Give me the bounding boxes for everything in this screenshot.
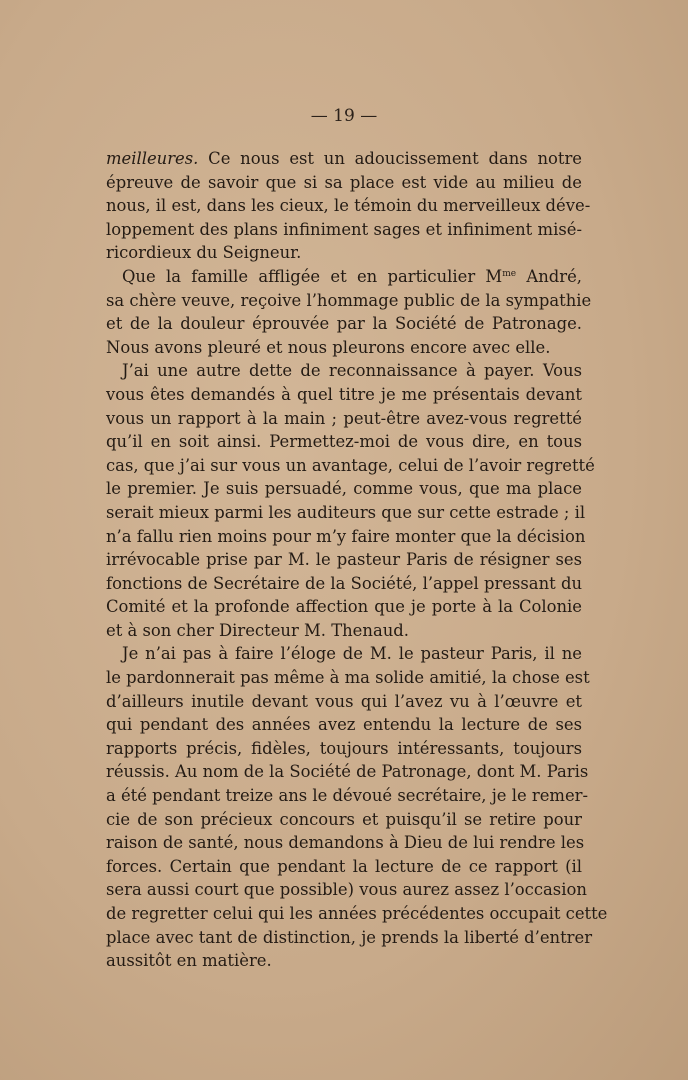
line-text: irrévocable prise par M. le pasteur Paris de résigner ses	[106, 550, 582, 570]
line-text: et à son cher Directeur M. Thenaud.	[106, 620, 409, 640]
line-text: a été pendant treize ans le dévoué secrétaire, je le remer-	[106, 786, 589, 806]
text-line	[106, 407, 582, 431]
line-text: le premier. Je suis persuadé, comme vous, que ma place	[106, 479, 582, 499]
text-line	[106, 760, 589, 784]
text-line	[106, 336, 582, 360]
line-text: fonctions de Secrétaire de la Société, l’appel pressant du	[106, 573, 582, 593]
line-text: le pardonnerait pas même à ma solide amitié, la chose est	[106, 668, 590, 688]
line-text: vous un rapport à la main ; peut-être avez-vous regretté	[106, 408, 582, 428]
line-text: J’ai une autre dette de reconnaissance à payer. Vous	[122, 361, 582, 381]
text-line	[106, 525, 586, 549]
line-text: Comité et la profonde affection que je porte à la Colonie	[106, 597, 582, 617]
text-line	[106, 430, 582, 454]
text-line	[106, 218, 582, 242]
text-line	[106, 784, 589, 808]
line-text: loppement des plans infiniment sages et infiniment misé-	[106, 219, 582, 239]
line-text: n’a fallu rien moins pour m’y faire monter que la décision	[106, 526, 586, 546]
text-line	[106, 855, 582, 879]
text-line	[106, 359, 582, 383]
text-line	[106, 902, 608, 926]
text-line	[106, 477, 582, 501]
text-line	[106, 548, 582, 572]
text-line	[106, 642, 582, 666]
line-text: serait mieux parmi les auditeurs que sur cette estrade ; il	[106, 502, 586, 522]
line-text: qui pendant des années avez entendu la lecture de ses	[106, 715, 582, 735]
line-text: sa chère veuve, reçoive l’hommage public de la sympathie	[106, 290, 592, 310]
line-text: cas, que j’ai sur vous un avantage, celui de l’avoir regretté	[106, 455, 595, 475]
paragraph	[106, 359, 595, 642]
superscript: me	[502, 268, 517, 279]
line-text: qu’il en soit ainsi. Permettez-moi de vous dire, en tous	[106, 432, 582, 452]
page-number: — 19 —	[310, 106, 378, 126]
text-line	[106, 949, 582, 973]
text-line	[106, 690, 582, 714]
text-line	[106, 926, 593, 950]
line-text: nous, il est, dans les cieux, le témoin du merveilleux déve-	[106, 196, 591, 216]
paragraph	[106, 265, 592, 359]
text-line	[106, 878, 587, 902]
text-line	[106, 147, 582, 171]
text-line	[106, 312, 582, 336]
line-text: cie de son précieux concours et puisqu’il se retire pour	[106, 809, 582, 829]
text-line	[106, 501, 586, 525]
line-text: et de la douleur éprouvée par la Société de Patronage.	[106, 314, 582, 334]
line-text: rapports précis, fidèles, toujours intéressants, toujours	[106, 738, 582, 758]
text-line	[106, 289, 592, 313]
line-text: place avec tant de distinction, je prends la liberté d’entrer	[106, 927, 593, 947]
text-line	[106, 808, 582, 832]
line-text: sera aussi court que possible) vous aurez assez l’occasion	[106, 880, 587, 900]
line-text: Nous avons pleuré et nous pleurons encore avec elle.	[106, 337, 551, 357]
text-line	[106, 713, 582, 737]
body-text	[106, 147, 608, 973]
text-line	[106, 572, 582, 596]
line-text-after: André,	[516, 266, 582, 286]
line-text: d’ailleurs inutile devant vous qui l’avez vu à l’œuvre et	[106, 691, 582, 711]
paragraph	[106, 147, 591, 265]
line-text: Que la famille affligée et en particulier M	[122, 266, 503, 286]
line-text: forces. Certain que pendant la lecture de ce rapport (il	[106, 856, 582, 876]
text-line	[106, 454, 595, 478]
text-line	[106, 265, 582, 289]
line-text: Ce nous est un adoucissement dans notre	[198, 149, 582, 168]
line-text: réussis. Au nom de la Société de Patronage, dont M. Paris	[106, 762, 589, 782]
text-line	[106, 241, 582, 265]
text-line	[106, 737, 582, 761]
line-text: Je n’ai pas à faire l’éloge de M. le pasteur Paris, il ne	[122, 644, 582, 664]
paragraph	[106, 642, 608, 972]
text-line	[106, 194, 591, 218]
line-text: épreuve de savoir que si sa place est vide au milieu de	[106, 172, 582, 192]
line-text: raison de santé, nous demandons à Dieu de lui rendre les	[106, 833, 585, 853]
italic-text: meilleures.	[106, 149, 199, 168]
line-text: aussitôt en matière.	[106, 951, 272, 971]
line-text: ricordieux du Seigneur.	[106, 243, 302, 263]
text-line	[106, 831, 585, 855]
text-line	[106, 666, 590, 690]
text-line	[106, 383, 582, 407]
text-line	[106, 171, 582, 195]
line-text: vous êtes demandés à quel titre je me présentais devant	[106, 384, 582, 404]
text-line	[106, 595, 582, 619]
line-text: de regretter celui qui les années précédentes occupait cette	[106, 904, 608, 923]
text-line	[106, 619, 582, 643]
